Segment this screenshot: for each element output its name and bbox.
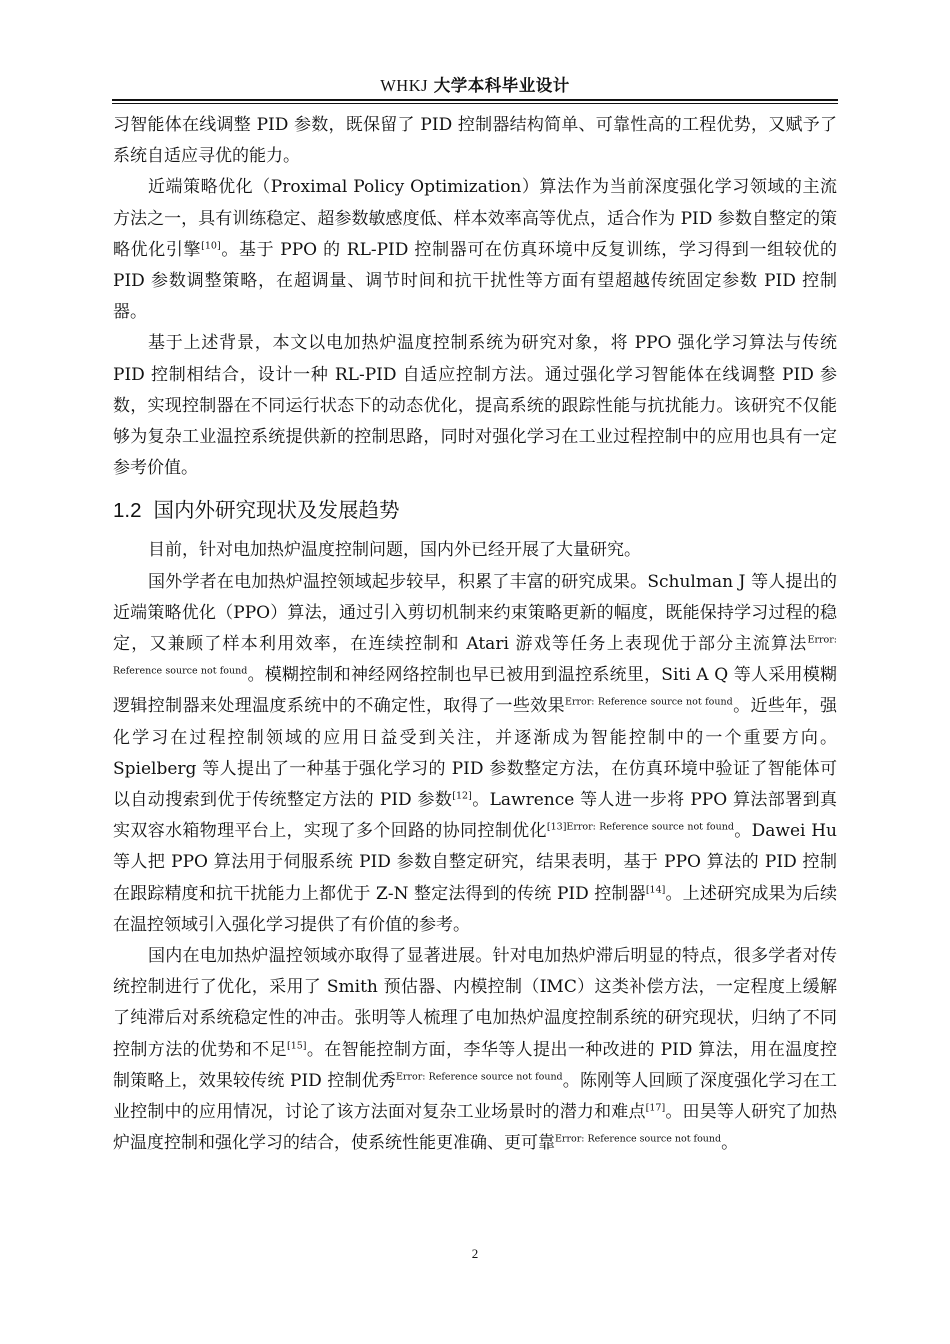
text: 。基于 PPO 的 RL-PID 控制器可在仿真环境中反复训练，学习得到一组较优的 PID 参数调整策略，在超调量、调节时间和抗干扰性等方面有望超越传统固定参数 PID 控制器。 bbox=[113, 239, 838, 323]
section-title: 国内外研究现状及发展趋势 bbox=[153, 498, 400, 523]
text: 。近些年，强化学习在过程控制领域的应用日益受到关注，并逐渐成为智能控制中的一个重要方向。Spielberg 等人提出了一种基于强化学习的 PID 参数整定方法，在仿真环境中验证了智能体可以自动搜索到优于传统整定方法的 PID 参数 bbox=[113, 696, 838, 811]
text: 。 bbox=[721, 1133, 739, 1154]
citation: Error: Reference source not found bbox=[113, 634, 837, 677]
text: 习智能体在线调整 PID 参数，既保留了 PID 控制器结构简单、可靠性高的工程优势，又赋予了系统自适应寻优的能力。 bbox=[113, 115, 837, 167]
text: 基于上述背景，本文以电加热炉温度控制系统为研究对象，将 PPO 强化学习算法与传统 PID 控制相结合，设计一种 RL-PID 自适应控制方法。通过强化学习智能体在线调整 PID 参数，实现控制器在不同运行状态下的动态优化，提高系统的跟踪性能与抗扰能力。该研究不仅能够为复杂工业温控系统提供新的控制思路，同时对强化学习在工业过程控制中的应用也具有一定参考价值。 bbox=[113, 333, 837, 479]
page-header bbox=[112, 72, 838, 98]
header-rule-thin bbox=[112, 103, 838, 104]
paragraph-1 bbox=[113, 110, 837, 172]
paragraph-3 bbox=[113, 328, 837, 484]
section-number: 1.2 bbox=[113, 499, 142, 523]
citation: [17] bbox=[645, 1102, 666, 1114]
header-code: WHKJ bbox=[380, 76, 429, 95]
text: 。陈刚等人回顾了深度强化学习在工业控制中的应用情况，讨论了该方法面对复杂工业场景时的潜力和难点 bbox=[113, 1070, 838, 1123]
citation: Error: Reference source not found bbox=[395, 1071, 563, 1083]
citation: Error: Reference source not found bbox=[565, 696, 733, 708]
citation: [10] bbox=[201, 240, 221, 252]
text: 。模糊控制和神经网络控制也早已被用到温控系统里，Siti A Q 等人采用模糊逻辑控制器来处理温度系统中的不确定性，取得了一些效果 bbox=[113, 665, 837, 717]
text: 国内在电加热炉温控领域亦取得了显著进展。针对电加热炉滞后明显的特点，很多学者对传统控制进行了优化，采用了 Smith 预估器、内模控制（IMC）这类补偿方法，一定程度上缓解了纯滞后对系统稳定性的冲击。张明等人梳理了电加热炉温度控制系统的研究现状，归纳了不同控制方法的优势和不足 bbox=[113, 946, 837, 1060]
text: 。Lawrence 等人进一步将 PPO 算法部署到真实双容水箱物理平台上，实现了多个回路的协同控制优化 bbox=[113, 790, 838, 842]
text: 国外学者在电加热炉温控领域起步较早，积累了丰富的研究成果。Schulman J 等人提出的近端策略优化（PPO）算法，通过引入剪切机制来约束策略更新的幅度，既能保持学习过程的稳定，又兼顾了样本利用效率，在连续控制和 Atari 游戏等任务上表现优于部分主流算法 bbox=[113, 571, 837, 655]
text: 目前，针对电加热炉温度控制问题，国内外已经开展了大量研究。 bbox=[148, 540, 641, 561]
citation: [14] bbox=[645, 884, 666, 896]
page-number: 2 bbox=[471, 1246, 479, 1261]
text: 近端策略优化（Proximal Policy Optimization）算法作为当前深度强化学习领域的主流方法之一，具有训练稳定、超参数敏感度低、样本效率高等优点，适合作为 PID 参数自整定的策略优化引擎 bbox=[113, 177, 837, 260]
header-rule-thick bbox=[112, 99, 838, 101]
citation: [12] bbox=[452, 790, 472, 802]
paragraph-6 bbox=[113, 941, 837, 1159]
citation: [15] bbox=[286, 1040, 307, 1052]
header-title: 大学本科毕业设计 bbox=[433, 76, 570, 95]
paragraph-2 bbox=[113, 172, 837, 328]
body-content bbox=[113, 110, 837, 1160]
paragraph-4 bbox=[113, 535, 837, 566]
text: 。上述研究成果为后续在温控领域引入强化学习提供了有价值的参考。 bbox=[113, 883, 837, 935]
citation: Error: Reference source not found bbox=[555, 1133, 722, 1145]
text: 。田昊等人研究了加热炉温度控制和强化学习的结合，使系统性能更准确、更可靠 bbox=[113, 1102, 838, 1154]
citation: [13]Error: Reference source not found bbox=[546, 821, 734, 833]
section-heading bbox=[113, 494, 837, 527]
text: 。在智能控制方面，李华等人提出一种改进的 PID 算法，用在温度控制策略上，效果较传统 PID 控制优秀 bbox=[113, 1039, 838, 1091]
paragraph-5 bbox=[113, 567, 837, 941]
text: 。Dawei Hu 等人把 PPO 算法用于伺服系统 PID 参数自整定研究，结果表明，基于 PPO 算法的 PID 控制在跟踪精度和抗干扰能力上都优于 Z-N 整定法得到的传统 PID 控制器 bbox=[113, 821, 837, 904]
